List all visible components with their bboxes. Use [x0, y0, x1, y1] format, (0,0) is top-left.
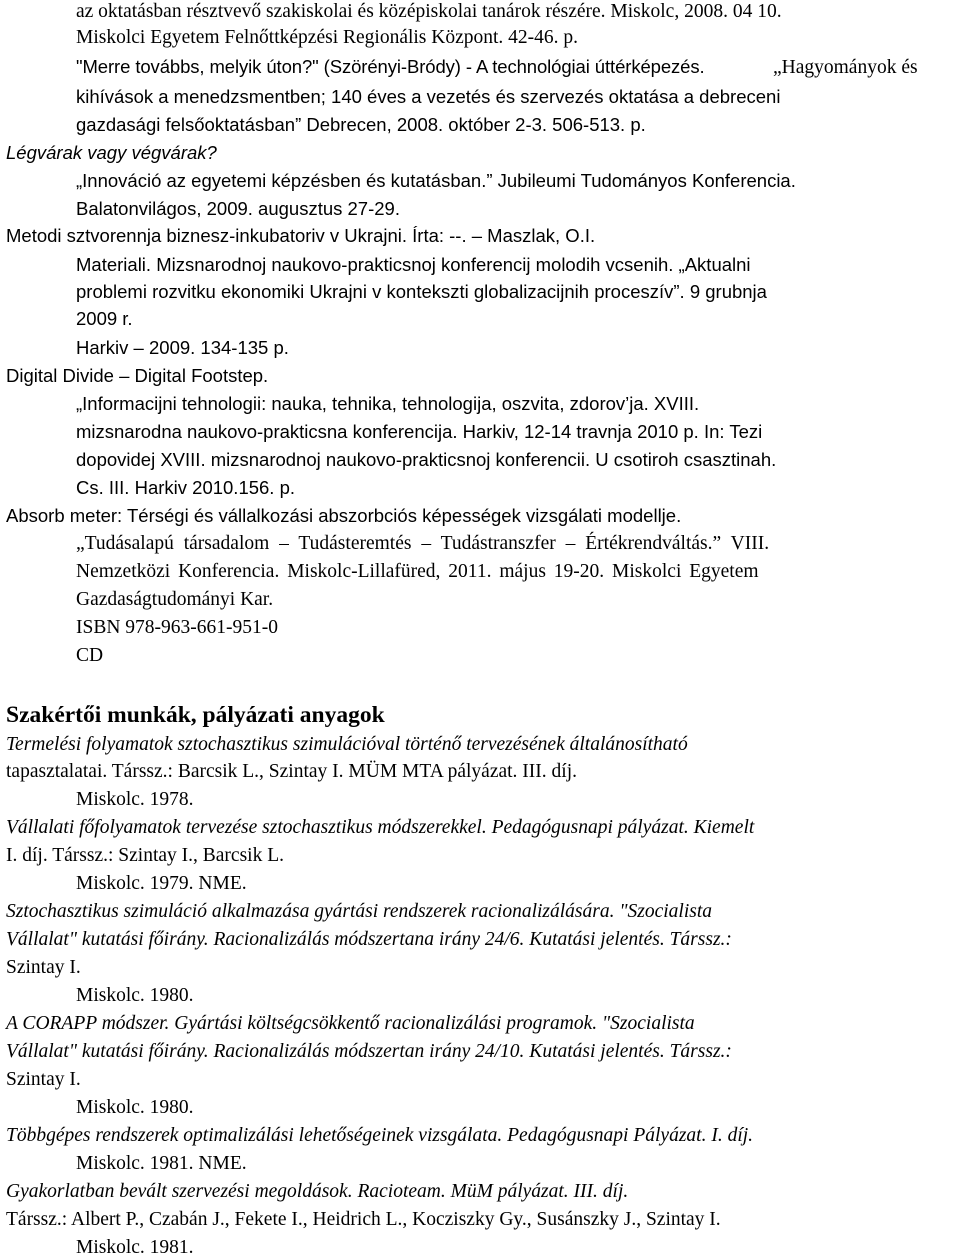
text-line-42: Miskolc. 1981. NME.: [76, 1153, 247, 1174]
text-line-3: "Merre továbbs, melyik úton?" (Szörényi-Bródy) - A technológiai úttérképezés.: [76, 56, 705, 77]
text-line-34: Vállalat" kutatási főirány. Racionalizálás módszertana irány 24/6. Kutatási jelentés. Társsz.:: [6, 929, 732, 950]
text-line-15: Digital Divide – Digital Footstep.: [6, 365, 269, 386]
text-line-7: Légvárak vagy végvárak?: [6, 142, 217, 163]
text-line-1: az oktatásban résztvevő szakiskolai és középiskolai tanárok részére. Miskolc, 2008. 04 10.: [76, 1, 782, 22]
text-line-17: mizsnarodna naukovo-prakticsna konferencija. Harkiv, 12-14 travnja 2010 p. In: Tezi: [76, 421, 763, 442]
text-line-43: Gyakorlatban bevált szervezési megoldások. Racioteam. MüM pályázat. III. díj.: [6, 1181, 629, 1202]
text-line-40: Miskolc. 1980.: [76, 1097, 194, 1118]
text-line-21: „Tudásalapú társadalom – Tudásteremtés – Tudástranszfer – Értékrendváltás.” VIII.: [76, 533, 770, 554]
text-line-24: ISBN 978-963-661-951-0: [76, 617, 279, 638]
text-line-23: Gazdaságtudományi Kar.: [76, 589, 274, 610]
text-line-41: Többgépes rendszerek optimalizálási lehetőségeinek vizsgálata. Pedagógusnapi Pályázat. I. díj.: [6, 1125, 754, 1146]
text-line-44: Társsz.: Albert P., Czabán J., Fekete I., Heidrich L., Kocziszky Gy., Susánszky J., Szintay I.: [6, 1209, 721, 1230]
text-line-37: A CORAPP módszer. Gyártási költségcsökkentő racionalizálási programok. "Szocialista: [6, 1013, 695, 1034]
text-line-14: Harkiv – 2009. 134-135 p.: [76, 337, 289, 358]
text-line-39: Szintay I.: [6, 1069, 81, 1090]
text-line-16: „Informacijni tehnologii: nauka, tehnika, tehnologija, oszvita, zdorov’ja. XVIII.: [76, 393, 700, 414]
text-line-11: Materiali. Mizsnarodnoj naukovo-prakticsnoj konferencij molodih vcsenih. „Aktualni: [76, 254, 751, 275]
text-line-13: 2009 r.: [76, 308, 133, 329]
text-line-31: I. díj. Társsz.: Szintay I., Barcsik L.: [6, 845, 284, 866]
text-line-25: CD: [76, 645, 104, 666]
text-line-38: Vállalat" kutatási főirány. Racionalizálás módszertan irány 24/10. Kutatási jelentés. Társsz.:: [6, 1041, 732, 1062]
text-line-29: Miskolc. 1978.: [76, 789, 194, 810]
text-line-28: tapasztalatai. Társsz.: Barcsik L., Szintay I. MÜM MTA pályázat. III. díj.: [6, 761, 578, 782]
text-line-32: Miskolc. 1979. NME.: [76, 873, 247, 894]
text-line-18: dopovidej XVIII. mizsnarodnoj naukovo-prakticsnoj konferencii. U csotiroh csasztinah.: [76, 449, 777, 470]
text-line-33: Sztochasztikus szimuláció alkalmazása gyártási rendszerek racionalizálására. "Szocialista: [6, 901, 713, 922]
text-line-27: Termelési folyamatok sztochasztikus szimulációval történő tervezésének általánosítható: [6, 734, 688, 755]
text-line-4: „Hagyományok és: [773, 57, 918, 78]
text-line-36: Miskolc. 1980.: [76, 985, 194, 1006]
text-line-45: Miskolc. 1981.: [76, 1237, 194, 1258]
text-line-35: Szintay I.: [6, 957, 81, 978]
text-line-20: Absorb meter: Térségi és vállalkozási abszorbciós képességek vizsgálati modellje.: [6, 505, 682, 526]
section-heading: Szakértői munkák, pályázati anyagok: [6, 702, 385, 728]
text-line-9: Balatonvilágos, 2009. augusztus 27-29.: [76, 198, 400, 219]
text-line-19: Cs. III. Harkiv 2010.156. p.: [76, 477, 296, 498]
text-line-6: gazdasági felsőoktatásban” Debrecen, 2008. október 2-3. 506-513. p.: [76, 114, 646, 135]
text-line-2: Miskolci Egyetem Felnőttképzési Regionális Központ. 42-46. p.: [76, 27, 579, 48]
text-line-30: Vállalati főfolyamatok tervezése sztochasztikus módszerekkel. Pedagógusnapi pályázat. Kiemelt: [6, 817, 755, 838]
text-line-5: kihívások a menedzsmentben; 140 éves a vezetés és szervezés oktatása a debreceni: [76, 86, 781, 107]
text-line-12: problemi rozvitku ekonomiki Ukrajni v konteksztі globalizacijnih proceszív”. 9 grubnja: [76, 281, 767, 302]
text-line-8: „Innováció az egyetemi képzésben és kutatásban.” Jubileumi Tudományos Konferencia.: [76, 170, 796, 191]
text-line-22: Nemzetközi Konferencia. Miskolc-Lillafüred, 2011. május 19-20. Miskolci Egyetem: [76, 561, 759, 582]
text-line-10: Metodi sztvorennja biznesz-inkubatoriv v Ukrajni. Írta: --. – Maszlak, O.I.: [6, 225, 596, 246]
